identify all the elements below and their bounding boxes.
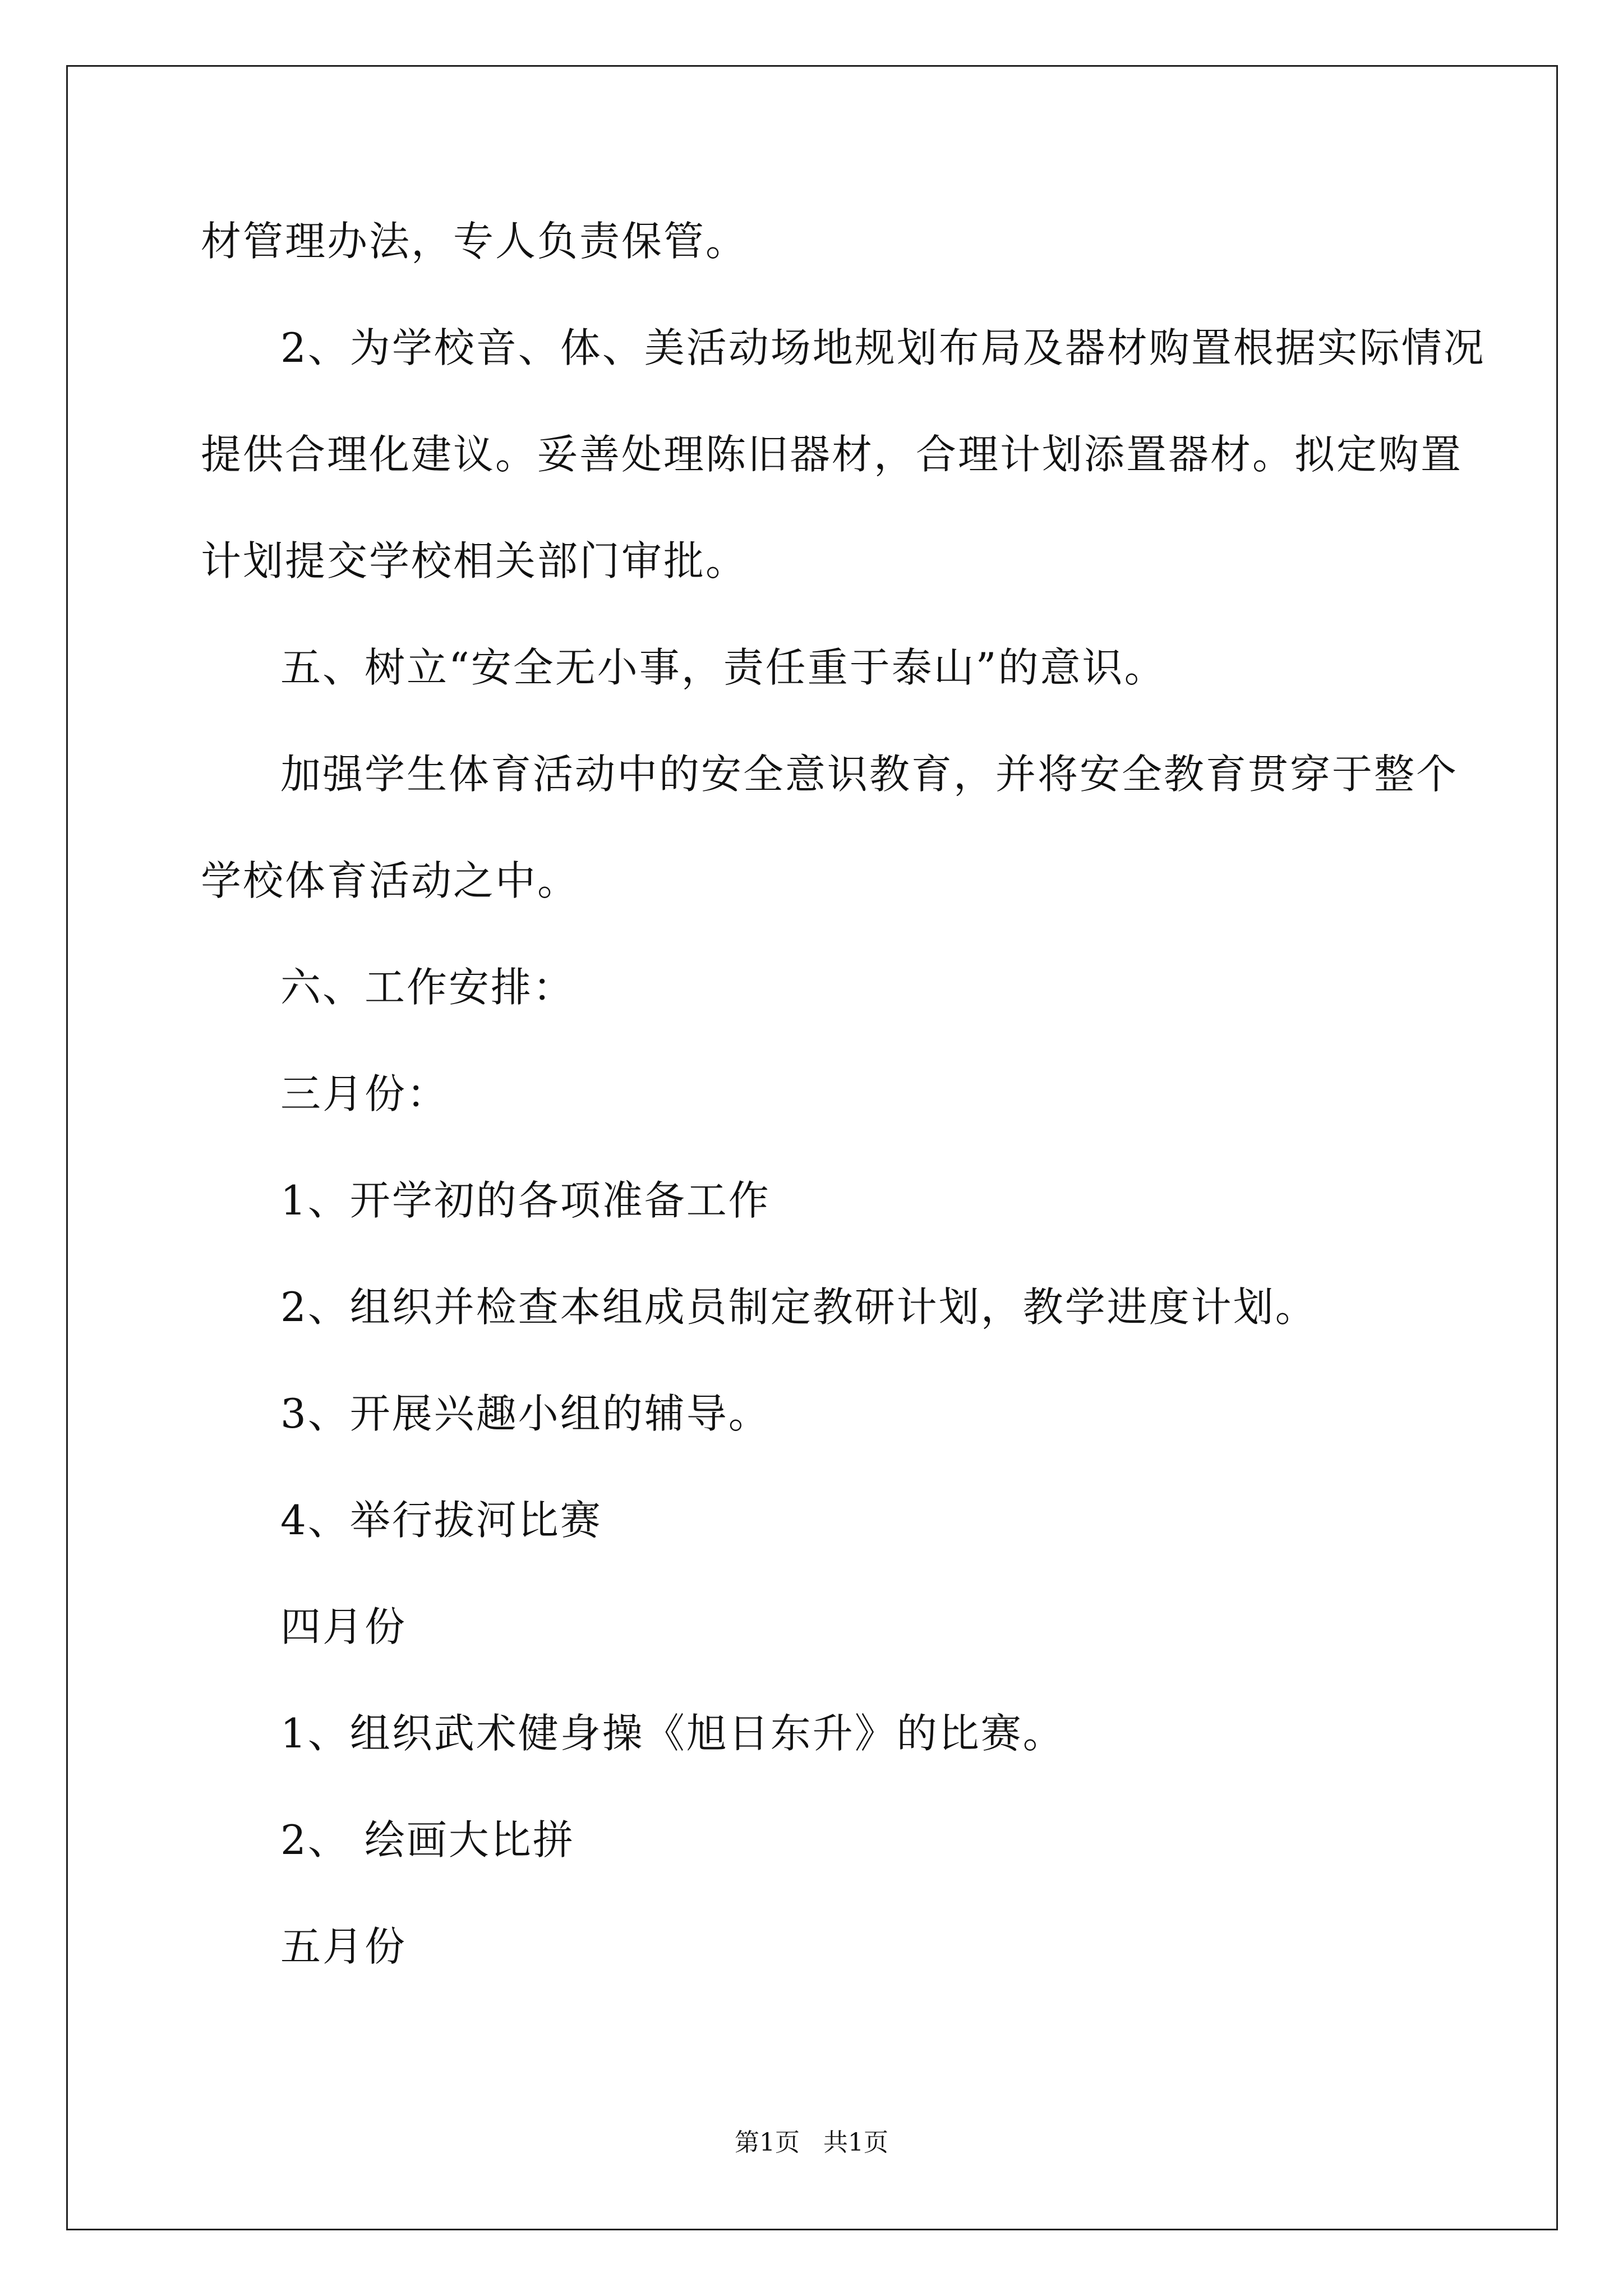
text-line: 四月份	[280, 1603, 407, 1650]
text-line: 计划提交学校相关部门审批。	[201, 537, 748, 585]
text-line: 2、组织并检查本组成员制定教研计划，教学进度计划。	[280, 1283, 1317, 1331]
page-number-total: 共1页	[823, 2128, 888, 2157]
page-number-current: 第1页	[735, 2128, 800, 2157]
text-line: 三月份：	[280, 1070, 449, 1117]
text-line: 4、举行拔河比赛	[280, 1497, 602, 1544]
text-line: 1、开学初的各项准备工作	[280, 1177, 771, 1224]
text-line: 加强学生体育活动中的安全意识教育，并将安全教育贯穿于整个	[280, 751, 1459, 798]
text-line: 五、树立“安全无小事，责任重于泰山”的意识。	[280, 644, 1166, 691]
text-line: 2、为学校音、体、美活动场地规划布局及器材购置根据实际情况	[280, 324, 1486, 371]
text-line: 提供合理化建议。妥善处理陈旧器材，合理计划添置器材。拟定购置	[201, 431, 1463, 478]
text-line: 2、 绘画大比拼	[280, 1816, 575, 1864]
page-border	[66, 65, 1558, 2230]
text-line: 五月份	[280, 1923, 407, 1970]
text-line: 学校体育活动之中。	[201, 857, 580, 904]
text-line: 3、开展兴趣小组的辅导。	[280, 1390, 771, 1437]
text-line: 材管理办法，专人负责保管。	[201, 218, 748, 265]
text-line: 1、组织武术健身操《旭日东升》的比赛。	[280, 1710, 1065, 1757]
page-footer	[0, 2126, 1623, 2160]
text-line: 六、工作安排：	[280, 964, 575, 1011]
